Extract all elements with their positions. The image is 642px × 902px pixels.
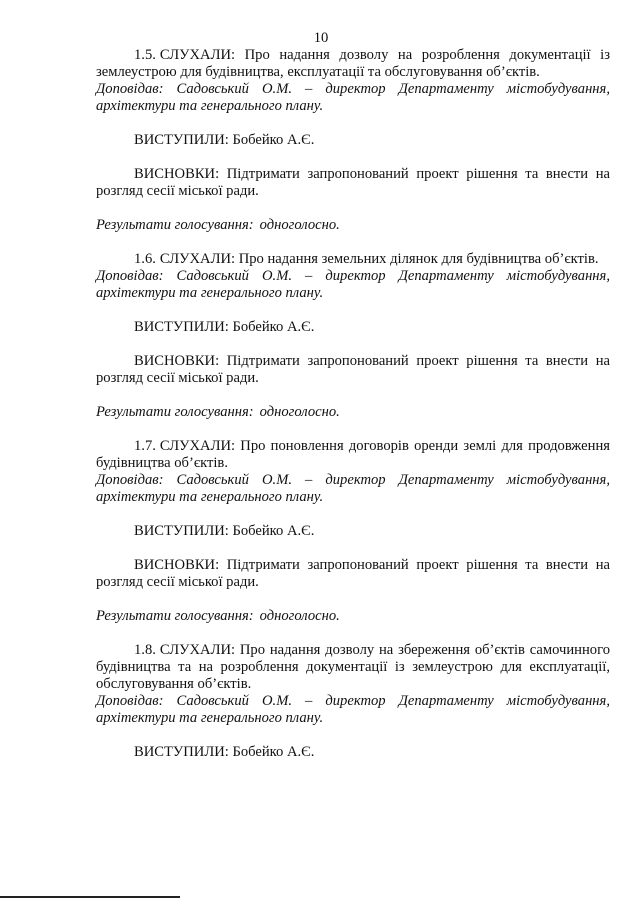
vote-value: одноголосно. bbox=[259, 404, 340, 420]
vote-paragraph bbox=[96, 217, 610, 234]
reporter-paragraph bbox=[96, 81, 610, 115]
reporter-paragraph bbox=[96, 268, 610, 302]
heard-paragraph bbox=[96, 438, 610, 472]
reporter-text: Садовський О.М. – директор Департаменту містобудування, архітектури та генерального плану. bbox=[96, 268, 610, 301]
spoke-paragraph bbox=[96, 744, 610, 761]
spoke-label: ВИСТУПИЛИ: bbox=[134, 523, 229, 539]
reporter-label: Доповідав: bbox=[96, 268, 164, 284]
reporter-text: Садовський О.М. – директор Департаменту містобудування, архітектури та генерального плану. bbox=[96, 472, 610, 505]
spoke-label: ВИСТУПИЛИ: bbox=[134, 744, 229, 760]
vote-label: Результати голосування: bbox=[96, 217, 254, 233]
spoke-text: Бобейко А.Є. bbox=[232, 132, 315, 148]
vote-label: Результати голосування: bbox=[96, 404, 254, 420]
minutes-content bbox=[96, 47, 610, 761]
agenda-item bbox=[96, 47, 610, 234]
heard-text: Про надання дозволу на розроблення документації із землеустрою для будівництва, експлуатації та обслуговування об’єктів. bbox=[96, 47, 610, 80]
spoke-text: Бобейко А.Є. bbox=[232, 744, 315, 760]
heard-paragraph bbox=[96, 642, 610, 693]
vote-paragraph bbox=[96, 404, 610, 421]
conclusion-label: ВИСНОВКИ: bbox=[134, 166, 220, 182]
conclusion-label: ВИСНОВКИ: bbox=[134, 557, 220, 573]
conclusion-paragraph bbox=[96, 166, 610, 200]
conclusion-text: Підтримати запропонований проект рішення та внести на розгляд сесії міської ради. bbox=[96, 353, 610, 386]
agenda-item bbox=[96, 438, 610, 625]
heard-text: Про надання земельних ділянок для будівництва об’єктів. bbox=[238, 251, 599, 267]
vote-value: одноголосно. bbox=[259, 217, 340, 233]
item-number: 1.5. bbox=[134, 47, 156, 63]
agenda-item bbox=[96, 251, 610, 421]
conclusion-paragraph bbox=[96, 557, 610, 591]
heard-paragraph bbox=[96, 251, 610, 268]
spoke-label: ВИСТУПИЛИ: bbox=[134, 319, 229, 335]
conclusion-label: ВИСНОВКИ: bbox=[134, 353, 220, 369]
heard-label: СЛУХАЛИ: bbox=[159, 642, 236, 658]
item-number: 1.6. bbox=[134, 251, 156, 267]
heard-paragraph bbox=[96, 47, 610, 81]
conclusion-text: Підтримати запропонований проект рішення та внести на розгляд сесії міської ради. bbox=[96, 166, 610, 199]
heard-label: СЛУХАЛИ: bbox=[159, 251, 236, 267]
spoke-text: Бобейко А.Є. bbox=[232, 319, 315, 335]
heard-text: Про поновлення договорів оренди землі для продовження будівництва об’єктів. bbox=[96, 438, 610, 471]
spoke-label: ВИСТУПИЛИ: bbox=[134, 132, 229, 148]
vote-value: одноголосно. bbox=[259, 608, 340, 624]
spoke-paragraph bbox=[96, 523, 610, 540]
reporter-paragraph bbox=[96, 472, 610, 506]
spoke-paragraph bbox=[96, 319, 610, 336]
spoke-text: Бобейко А.Є. bbox=[232, 523, 315, 539]
conclusion-paragraph bbox=[96, 353, 610, 387]
page-number: 10 bbox=[313, 30, 329, 46]
heard-text: Про надання дозволу на збереження об’єктів самочинного будівництва та на розроблення документації із землеустрою для експлуатації, обслуговування об’єктів. bbox=[96, 642, 610, 692]
heard-label: СЛУХАЛИ: bbox=[159, 47, 236, 63]
reporter-label: Доповідав: bbox=[96, 693, 164, 709]
item-number: 1.8. bbox=[134, 642, 156, 658]
spoke-paragraph bbox=[96, 132, 610, 149]
conclusion-text: Підтримати запропонований проект рішення та внести на розгляд сесії міської ради. bbox=[96, 557, 610, 590]
reporter-text: Садовський О.М. – директор Департаменту містобудування, архітектури та генерального плану. bbox=[96, 81, 610, 114]
reporter-paragraph bbox=[96, 693, 610, 727]
vote-label: Результати голосування: bbox=[96, 608, 254, 624]
reporter-label: Доповідав: bbox=[96, 472, 164, 488]
item-number: 1.7. bbox=[134, 438, 156, 454]
footer-rule bbox=[0, 896, 180, 898]
reporter-text: Садовський О.М. – директор Департаменту містобудування, архітектури та генерального плану. bbox=[96, 693, 610, 726]
heard-label: СЛУХАЛИ: bbox=[159, 438, 236, 454]
vote-paragraph bbox=[96, 608, 610, 625]
agenda-item bbox=[96, 642, 610, 761]
reporter-label: Доповідав: bbox=[96, 81, 164, 97]
